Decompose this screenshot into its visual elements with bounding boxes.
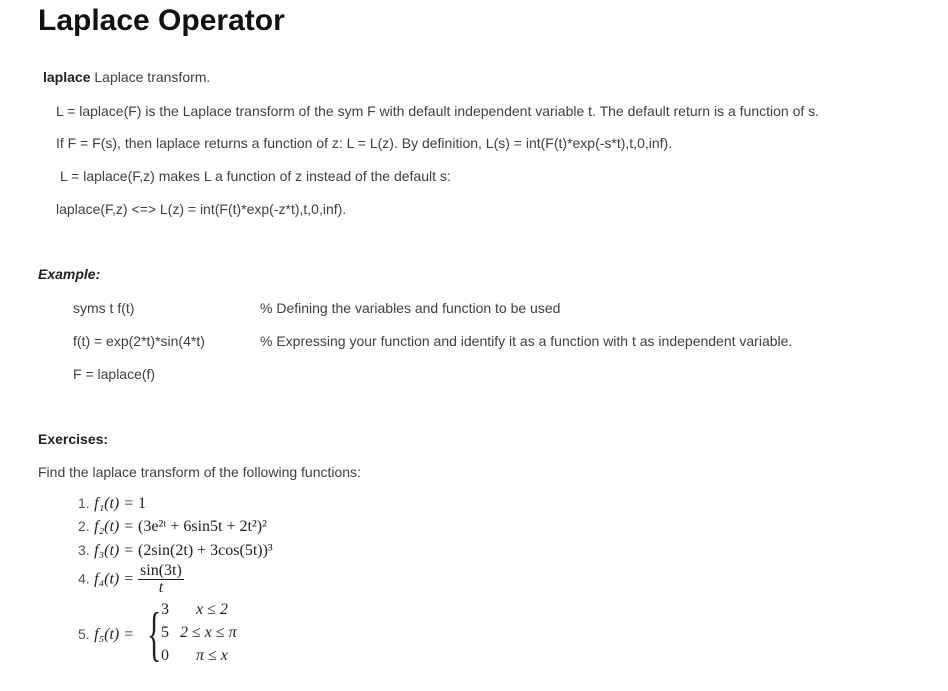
exercise-number: 1. [78, 495, 90, 511]
exercise-lhs: f₁(t) = [94, 495, 139, 512]
case-condition: 2 ≤ x ≤ π [180, 624, 237, 641]
exercise-rhs: 1 [138, 495, 147, 512]
exercise-lhs: f₅(t) = [94, 626, 135, 643]
exercise-lhs: f₃(t) = [94, 542, 139, 559]
exercise-rhs: (2sin(2t) + 3cos(5t))³ [138, 542, 273, 559]
command-summary: Laplace transform. [94, 69, 211, 85]
exercise-lhs: f₂(t) = [94, 518, 139, 535]
exercise-lhs: f₄(t) = [94, 570, 139, 588]
exercises-instruction: Find the laplace transform of the following functions: [38, 464, 361, 480]
case-condition: x ≤ 2 [196, 601, 228, 618]
piecewise-brace: { [147, 601, 162, 667]
exercise-item [78, 542, 273, 560]
example-comment: % Expressing your function and identify it as a function with t as independent variable. [260, 333, 793, 349]
example-comment: % Defining the variables and function to be used [260, 300, 561, 316]
fraction-denominator: t [158, 579, 164, 596]
exercise-item [78, 518, 267, 536]
intro-line: If F = F(s), then laplace returns a function of z: L = L(z). By definition, L(s) = int(F(t)*exp(-s*t),t,0,inf). [56, 135, 673, 151]
exercise-number: 3. [78, 542, 90, 558]
case-condition: π ≤ x [196, 647, 228, 664]
exercise-number: 2. [78, 518, 90, 534]
command-name: laplace [43, 69, 91, 85]
example-code: syms t f(t) [73, 300, 135, 316]
exercise-number: 5. [78, 626, 90, 642]
example-code: f(t) = exp(2*t)*sin(4*t) [73, 333, 205, 349]
example-code: F = laplace(f) [73, 366, 156, 382]
intro-line: laplace(F,z) <=> L(z) = int(F(t)*exp(-z*t),t,0,inf). [56, 201, 347, 217]
exercise-number: 4. [78, 570, 90, 587]
exercise-rhs: (3e²ᵗ + 6sin5t + 2t²)² [138, 518, 267, 535]
page-title: Laplace Operator [38, 4, 285, 37]
case-value: 0 [161, 647, 169, 664]
case-value: 5 [161, 624, 169, 641]
example-heading: Example: [38, 266, 101, 282]
intro-summary [43, 69, 210, 85]
intro-line: L = laplace(F) is the Laplace transform of the sym F with default independent variable t. The default return is a function of s. [56, 103, 820, 119]
fraction-numerator: sin(3t) [140, 562, 182, 579]
intro-line: L = laplace(F,z) makes L a function of z instead of the default s: [60, 168, 451, 184]
exercises-heading: Exercises: [38, 431, 109, 447]
exercise-item [78, 495, 146, 513]
case-value: 3 [161, 601, 169, 618]
exercise-fraction [138, 563, 184, 596]
exercise-item [78, 626, 134, 644]
exercise-item [78, 563, 184, 596]
